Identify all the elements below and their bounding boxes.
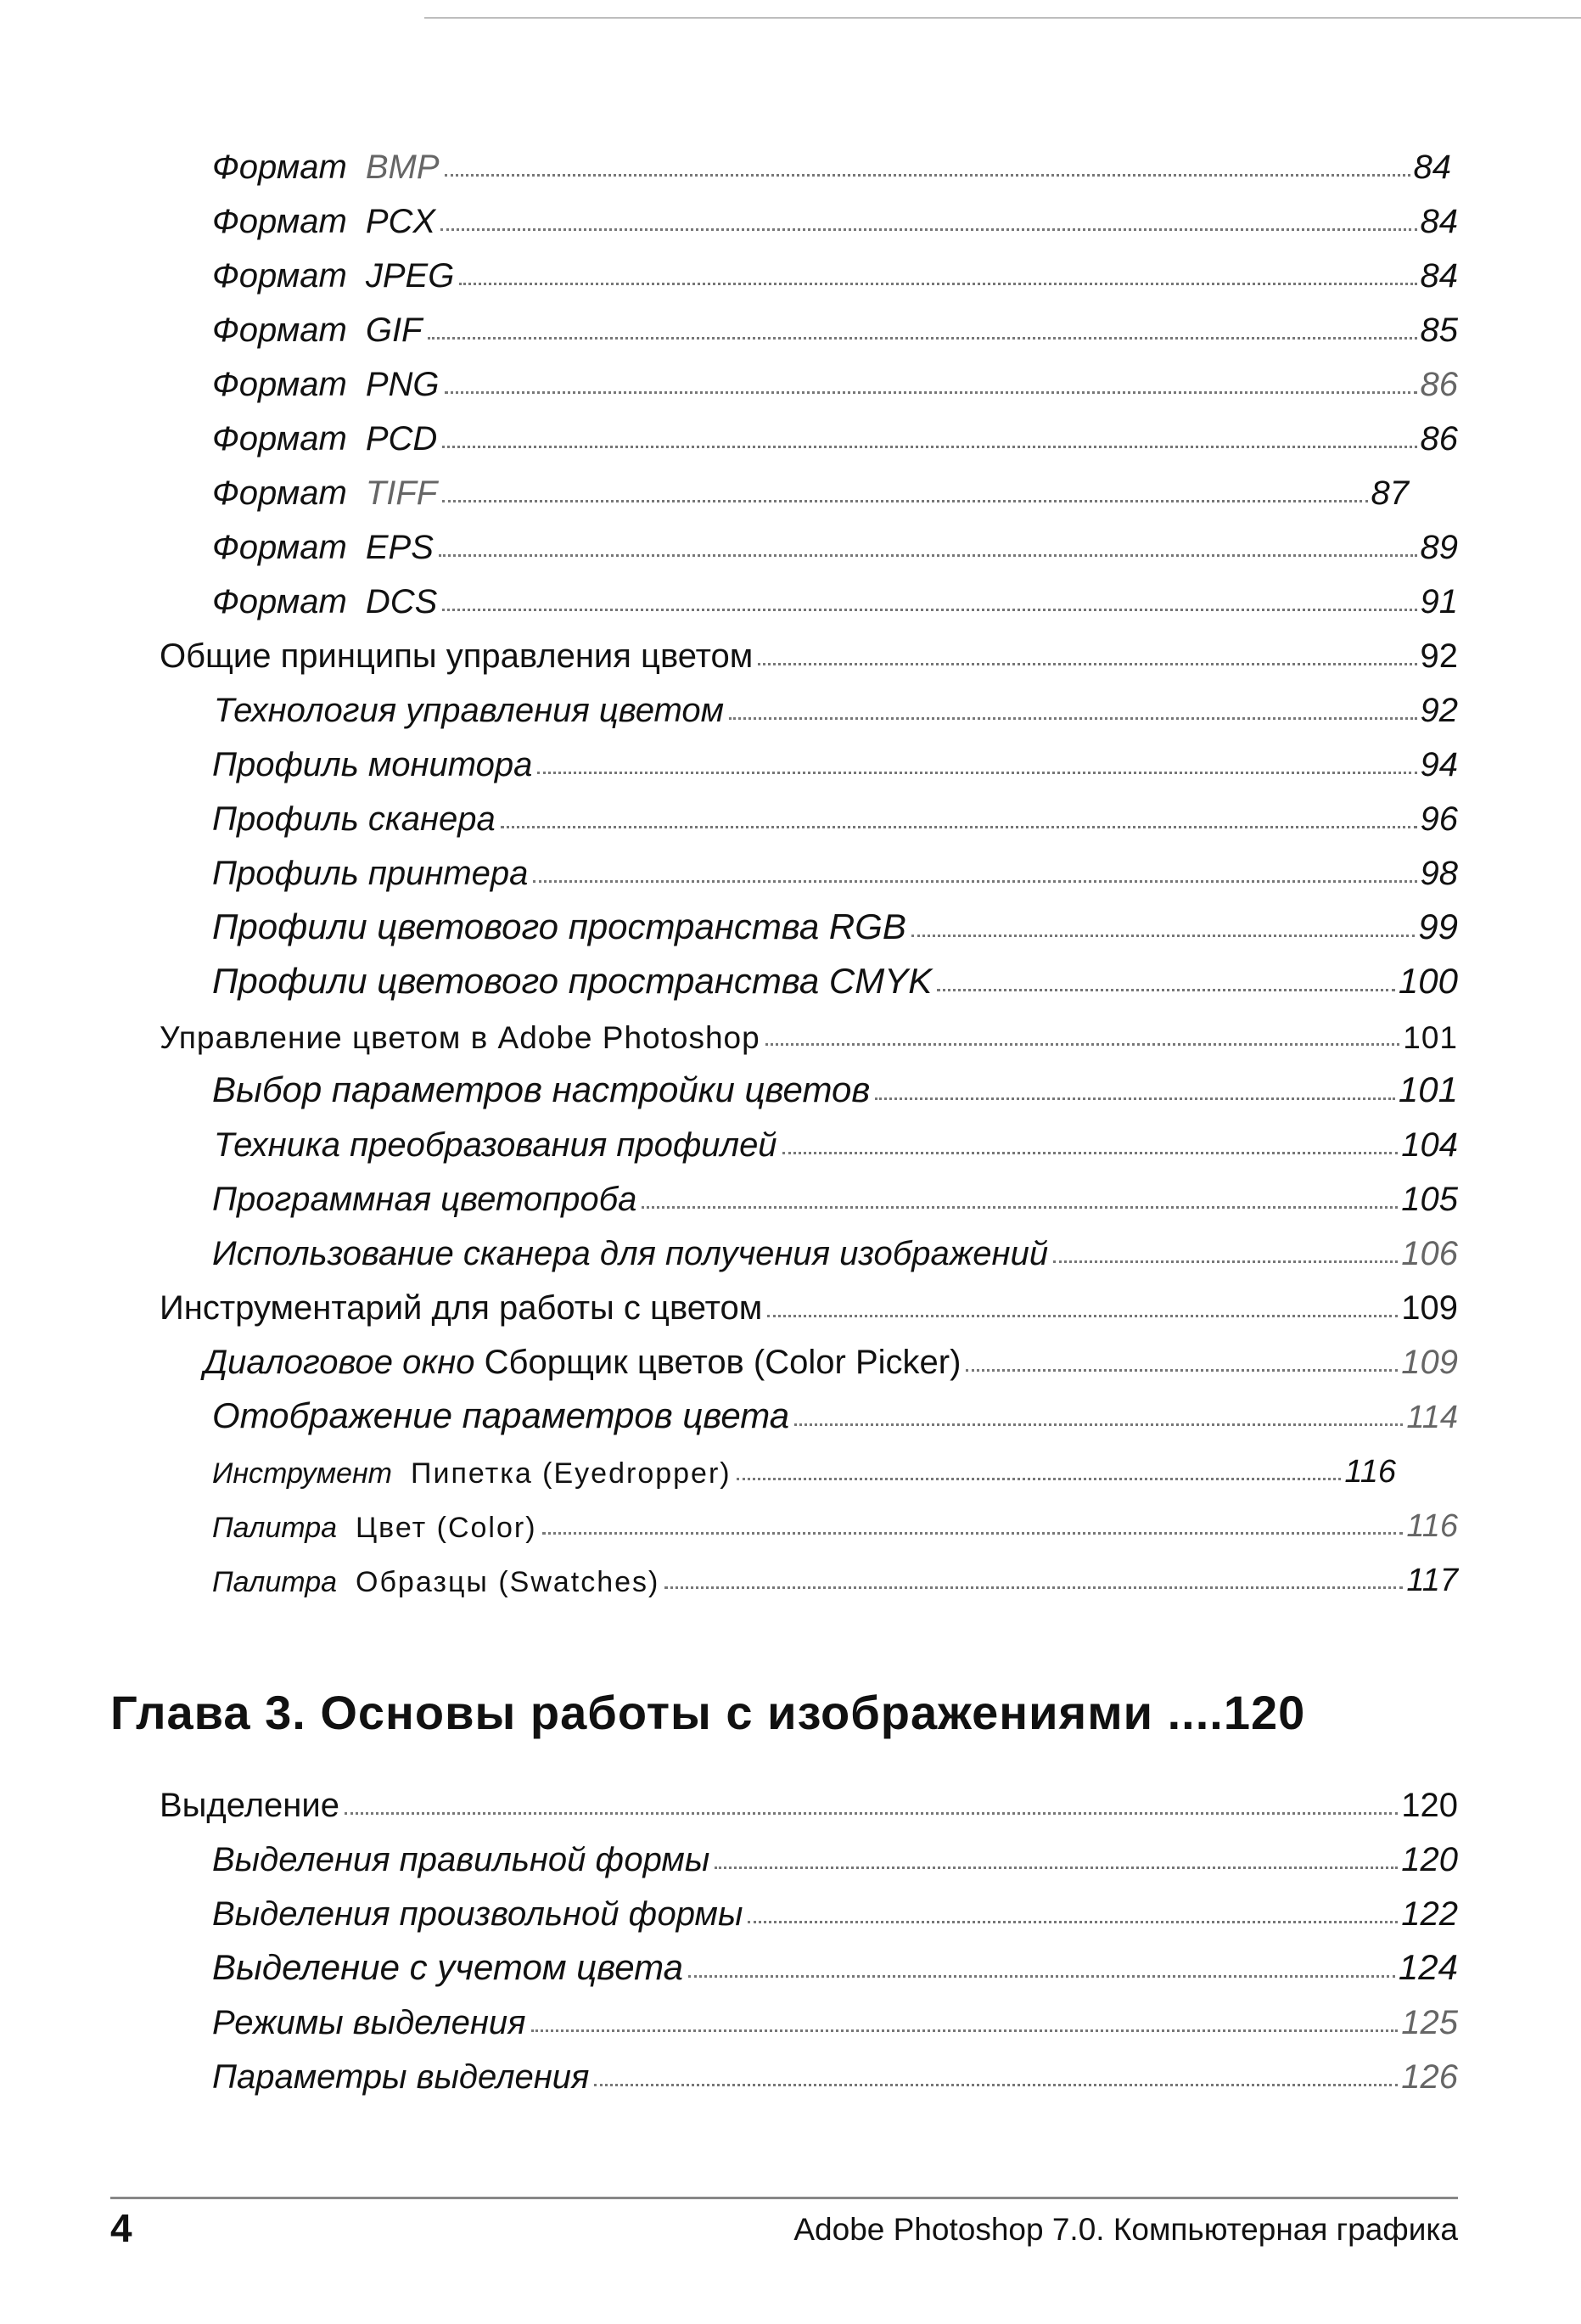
toc-entry-page: 92 [1420,692,1458,729]
toc-entry [212,1440,1396,1490]
toc-entry [212,570,1458,621]
toc-entry-title: Общие принципы управления цветом [160,637,754,675]
leader-dots [501,826,1417,828]
toc-entry-title: Инструментарий для работы с цветом [160,1289,763,1327]
toc-entry [212,190,1458,241]
leader-dots [1053,1260,1398,1263]
leader-dots [748,1921,1398,1923]
leader-dots [428,337,1417,340]
toc-entry-prefix: Формат [212,203,347,240]
toc-entry-title: Сборщик цветов (Color Picker) [484,1344,961,1381]
toc-entry-page: 99 [1418,907,1458,946]
toc-entry-page: 89 [1420,529,1458,566]
toc-entry-title: Профиль принтера [212,855,529,892]
toc-entry [212,842,1458,893]
leader-dots [533,880,1416,883]
toc-entry-title: Выделение с учетом цвета [212,1947,684,1987]
toc-entry [212,1385,1458,1436]
toc-entry-prefix: Формат [212,257,347,295]
toc-entry-title: Выделение [160,1787,339,1824]
toc-entry [212,353,1458,404]
toc-entry-title: Режимы выделения [212,2004,526,2041]
leader-dots [445,391,1417,394]
toc-entry-page: 100 [1398,961,1458,1001]
leader-dots [442,446,1416,448]
toc-entry-title: JPEG [365,257,455,295]
toc-entry-prefix: Диалоговое окно [204,1344,475,1381]
leader-dots [765,1043,1400,1046]
toc-entry-prefix: Формат [212,529,347,566]
toc-entry [212,244,1458,295]
toc-entry-page: 106 [1401,1235,1458,1272]
toc-entry-page: 87 [1371,474,1409,512]
toc-entry-page: 117 [1406,1563,1458,1598]
leader-dots [531,2029,1399,2032]
toc-entry-title: Выбор параметров настройки цветов [212,1069,871,1109]
toc-entry-title: Программная цветопроба [212,1181,637,1218]
leader-dots [459,283,1416,285]
toc-entry-page: 109 [1401,1289,1458,1327]
toc-entry-page: 86 [1420,420,1458,458]
toc-entry [160,625,1458,676]
toc-entry-title: Профиль сканера [212,800,496,838]
toc-entry-title: Цвет (Color) [356,1512,537,1544]
toc-entry-title: Выделения правильной формы [212,1841,710,1878]
toc-entry [212,1059,1458,1110]
toc-entry [212,896,1458,947]
toc-entry-page: 101 [1398,1069,1458,1109]
toc-entry-page: 94 [1420,746,1458,783]
leader-dots [594,2084,1398,2086]
toc-entry-title: Техника преобразования профилей [214,1126,777,1164]
toc-entry [212,1222,1458,1273]
leader-dots [794,1423,1403,1426]
toc-entry [160,1774,1458,1825]
toc-entry-page: 86 [1420,366,1458,403]
leader-dots [911,935,1415,937]
toc-entry [212,516,1458,567]
toc-entry-prefix: Формат [212,583,347,620]
toc-entry [212,788,1458,839]
toc-entry-page: 84 [1413,149,1451,186]
toc-entry-title: DCS [365,583,438,620]
leader-dots [442,500,1367,502]
toc-entry-title: TIFF [365,474,438,512]
toc-entry [212,1548,1458,1599]
toc-entry-page: 84 [1420,203,1458,240]
toc-entry-title: Отображение параметров цвета [212,1395,790,1435]
toc-entry-title: Образцы (Swatches) [356,1566,660,1598]
top-rule [424,17,1581,19]
toc-entry-prefix: Палитра [212,1566,338,1598]
toc-entry [204,1331,1458,1382]
toc-entry-title: Выделения произвольной формы [212,1895,743,1933]
leader-dots [440,228,1416,231]
toc-entry-page: 116 [1406,1508,1458,1544]
toc-entry-page: 85 [1420,312,1458,349]
toc-entry [212,1937,1458,1988]
toc-entry-page: 98 [1420,855,1458,892]
toc-entry-page: 109 [1401,1344,1458,1381]
toc-entry-title: Профиль монитора [212,746,533,783]
toc-entry [212,733,1458,784]
leader-dots [937,989,1395,991]
toc-entry [212,462,1409,513]
leader-dots [345,1812,1398,1815]
toc-entry-title: EPS [365,529,434,566]
toc-entry [212,1828,1458,1879]
leader-dots [767,1315,1398,1317]
toc-entry-page: 114 [1406,1400,1458,1435]
toc-entry-page: 105 [1401,1181,1458,1218]
toc-entry-prefix: Формат [212,474,347,512]
leader-dots [875,1097,1395,1100]
leader-dots [737,1478,1342,1480]
toc-entry-title: PCD [365,420,438,458]
toc-entry-title: Технология управления цветом [214,692,725,729]
toc-entry [214,679,1458,730]
toc-entry-page: 126 [1401,2058,1458,2096]
leader-dots [715,1866,1398,1869]
toc-entry-page: 120 [1401,1841,1458,1878]
toc-entry-page: 91 [1420,583,1458,620]
toc-entry [212,2046,1458,2097]
toc-entry-prefix: Формат [212,366,347,403]
toc-entry-page: 125 [1401,2004,1458,2041]
footer-rule [110,2197,1458,2199]
leader-dots [439,554,1417,557]
leader-dots [729,717,1416,720]
toc-entry [214,1114,1458,1165]
toc-entry [212,1494,1458,1545]
toc-entry-page: 124 [1398,1947,1458,1987]
toc-entry-page: 122 [1401,1895,1458,1933]
toc-entry-title: Параметры выделения [212,2058,590,2096]
toc-entry [212,136,1451,187]
toc-entry-title: Профили цветового пространства RGB [212,907,906,946]
toc-entry-prefix: Палитра [212,1512,338,1544]
chapter-heading: Глава 3. Основы работы с изображениями ....120 [110,1686,1306,1739]
leader-dots [664,1586,1403,1589]
toc-entry [160,1277,1458,1328]
toc-entry-page: 120 [1401,1787,1458,1824]
running-footer-title: Adobe Photoshop 7.0. Компьютерная графика [793,2212,1458,2247]
toc-entry [160,1005,1458,1056]
toc-entry-title: GIF [365,312,423,349]
leader-dots [445,174,1410,177]
leader-dots [758,663,1416,665]
toc-entry-page: 101 [1403,1020,1458,1055]
toc-entry-page: 84 [1420,257,1458,295]
page-number: 4 [110,2206,132,2250]
toc-entry-page: 96 [1420,800,1458,838]
toc-entry-page: 92 [1420,637,1458,675]
leader-dots [537,772,1416,774]
leader-dots [688,1975,1395,1978]
toc-entry [212,299,1458,350]
toc-entry-title: PCX [365,203,436,240]
toc-entry-title: Профили цветового пространства CMYK [212,961,933,1001]
leader-dots [966,1369,1398,1372]
toc-entry-prefix: Формат [212,312,347,349]
toc-entry-prefix: Формат [212,149,347,186]
toc-entry [212,407,1458,458]
toc-entry-prefix: Инструмент [212,1457,393,1490]
leader-dots [542,1532,1404,1535]
toc-entry-title: Пипетка (Eyedropper) [411,1457,732,1490]
toc-entry [212,1883,1458,1934]
toc-entry-title: BMP [365,149,440,186]
toc-entry-page: 104 [1401,1126,1458,1164]
leader-dots [782,1152,1399,1154]
toc-entry-title: PNG [365,366,440,403]
toc-entry-prefix: Формат [212,420,347,458]
toc-entry [212,1991,1458,2042]
toc-entry [212,1168,1458,1219]
toc-entry-page: 116 [1344,1454,1396,1490]
toc-entry-title: Управление цветом в Adobe Photoshop [160,1020,760,1055]
leader-dots [642,1206,1398,1209]
toc-entry [212,951,1458,1002]
toc-entry-title: Использование сканера для получения изображений [212,1235,1049,1272]
leader-dots [442,609,1416,611]
